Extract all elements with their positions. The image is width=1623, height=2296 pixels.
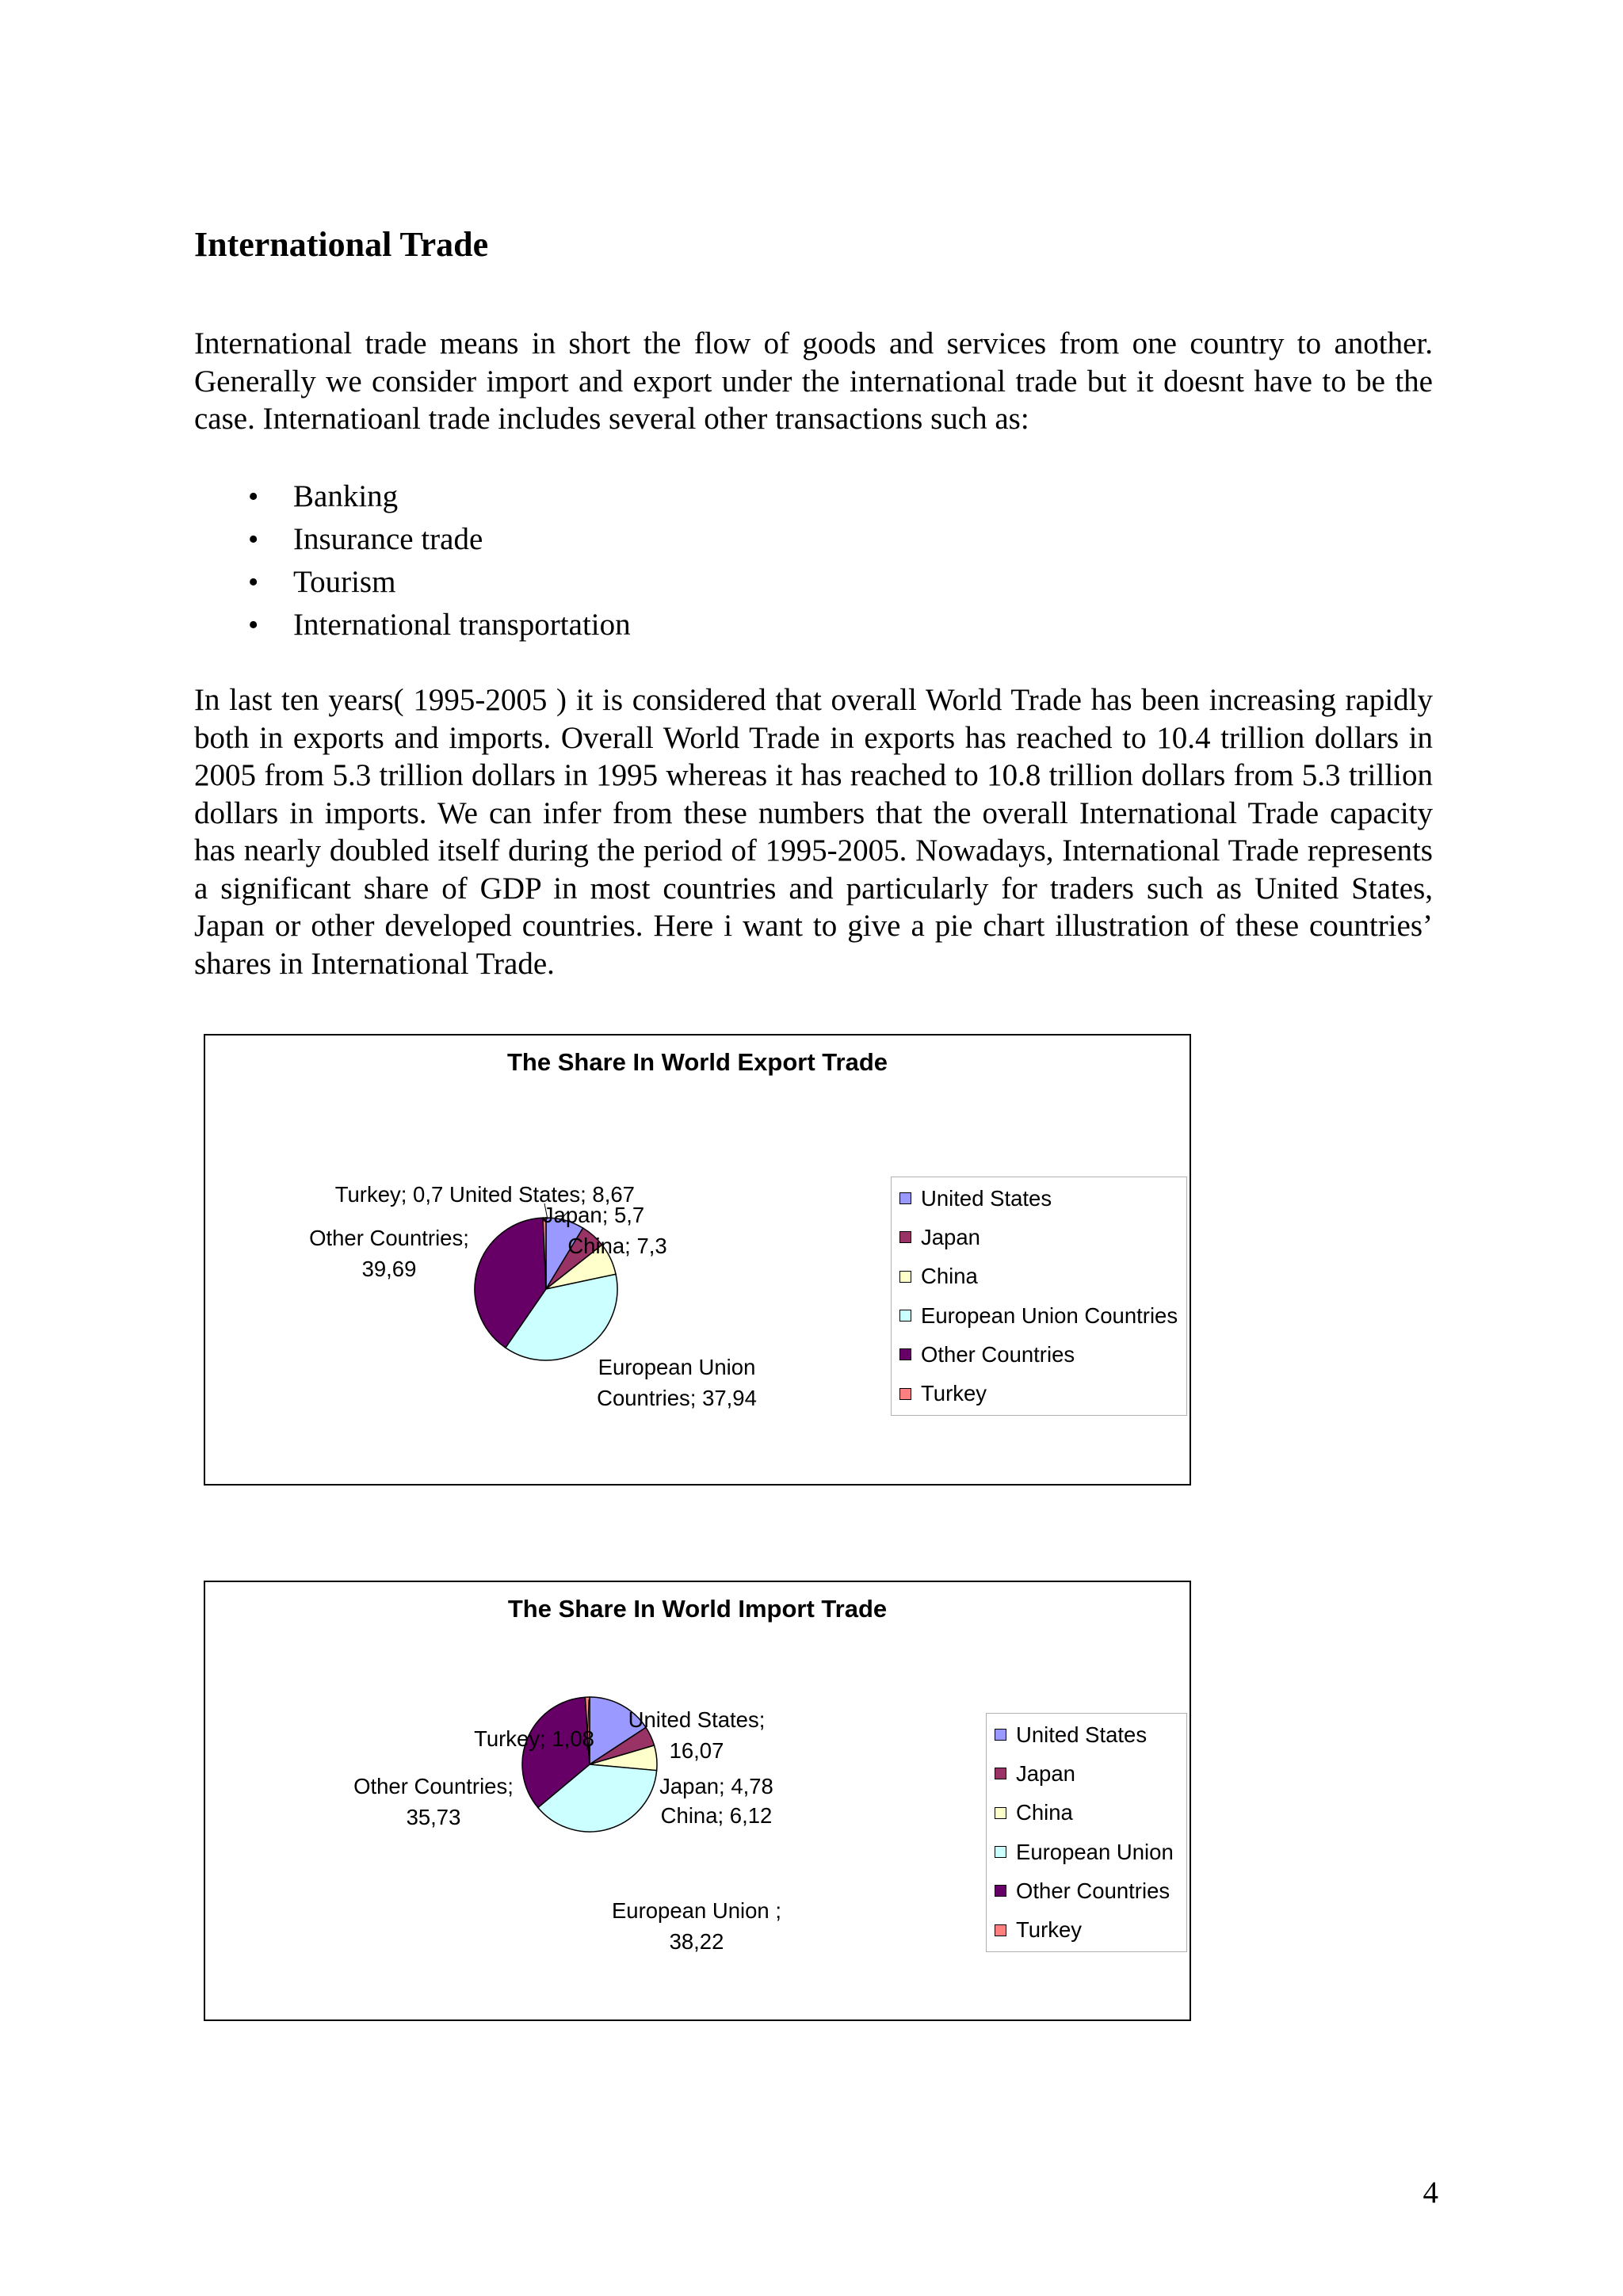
legend-item: [987, 1871, 1186, 1910]
legend-swatch: [995, 1924, 1006, 1936]
data-label: Japan; 4,78: [659, 1774, 773, 1798]
legend-item: [987, 1910, 1186, 1949]
legend-swatch: [899, 1388, 911, 1400]
data-label: China; 6,12: [660, 1803, 773, 1828]
legend-label: United States: [921, 1185, 1052, 1211]
chart-title: The Share In World Import Trade: [507, 1595, 888, 1623]
chart-title: The Share In World Export Trade: [506, 1048, 888, 1076]
legend-swatch: [899, 1192, 911, 1204]
bullet-icon: •: [248, 480, 259, 513]
import-pie-chart: [204, 1581, 1191, 2021]
list-item-label: International transportation: [293, 608, 631, 642]
bullet-icon: •: [248, 608, 259, 642]
legend-item: [892, 1179, 1186, 1218]
legend-label: United States: [1016, 1722, 1148, 1747]
legend-swatch: [995, 1807, 1006, 1819]
legend-label: Japan: [1016, 1760, 1075, 1786]
legend-swatch: [995, 1885, 1006, 1897]
data-label: Other Countries; 35,73: [353, 1774, 514, 1829]
legend-label: Japan: [921, 1224, 980, 1249]
legend-swatch: [995, 1846, 1006, 1858]
legend-label: Turkey: [1016, 1917, 1083, 1943]
transaction-list: [194, 475, 631, 646]
list-item: [194, 518, 631, 561]
data-label: Turkey; 0,7: [334, 1182, 444, 1207]
legend-item: [892, 1257, 1186, 1296]
legend-label: European Union: [1016, 1839, 1174, 1864]
list-item: [194, 561, 631, 604]
legend-item: [987, 1754, 1186, 1793]
legend-item: [892, 1218, 1186, 1257]
list-item: [194, 475, 631, 518]
data-label: Japan; 5,7: [542, 1203, 645, 1227]
list-item: [194, 604, 631, 646]
legend-swatch: [899, 1348, 911, 1360]
legend-label: Other Countries: [1016, 1878, 1170, 1903]
legend-item: [987, 1794, 1186, 1833]
legend-label: European Union Countries: [921, 1302, 1178, 1328]
data-label: China; 7,3: [567, 1234, 667, 1258]
legend-label: Other Countries: [921, 1341, 1075, 1367]
page-title: International Trade: [194, 225, 489, 264]
chart-legend: [986, 1713, 1187, 1952]
legend-label: Turkey: [921, 1381, 987, 1406]
data-label: European Union ; 38,22: [611, 1898, 782, 1954]
legend-item: [892, 1374, 1186, 1413]
bullet-icon: •: [248, 523, 259, 556]
data-label: Other Countries; 39,69: [309, 1226, 469, 1281]
legend-swatch: [899, 1271, 911, 1283]
data-label: European Union Countries; 37,94: [597, 1355, 757, 1410]
intro-paragraph: International trade means in short the flow of goods and services from one country to another. Generally we consider import and export under the international trade but it doesnt have to be the case. Internatioanl trade includes several other transactions such as:: [194, 326, 1433, 436]
legend-swatch: [899, 1231, 911, 1243]
legend-item: [987, 1715, 1186, 1754]
page-number: 4: [1423, 2176, 1438, 2210]
bullet-icon: •: [248, 566, 259, 599]
data-label: United States; 16,07: [628, 1707, 766, 1763]
data-label: Turkey; 1,08: [474, 1726, 594, 1751]
legend-swatch: [995, 1729, 1006, 1741]
chart-legend: [891, 1177, 1187, 1416]
legend-item: [892, 1335, 1186, 1374]
legend-item: [987, 1833, 1186, 1871]
legend-label: China: [1016, 1800, 1073, 1825]
legend-item: [892, 1296, 1186, 1335]
legend-label: China: [921, 1264, 978, 1289]
data-label: United States; 8,67: [449, 1182, 635, 1207]
list-item-label: Insurance trade: [293, 522, 483, 556]
export-pie-chart: [204, 1034, 1191, 1486]
list-item-label: Banking: [293, 479, 399, 513]
legend-swatch: [995, 1768, 1006, 1779]
list-item-label: Tourism: [293, 565, 396, 599]
body-paragraph: In last ten years( 1995-2005 ) it is considered that overall World Trade has been increasing rapidly both in exports and imports. Overall World Trade in exports has reached to 10.4 trillion dollars in 2005 from 5.3 trillion dollars in 1995 whereas it has reached to 10.8 trillion dollars from 5.3 trillion dollars in imports. We can infer from these numbers that the overall International Trade capacity has nearly doubled itself during the period of 1995-2005. Nowadays, International Trade represents a significant share of GDP in most countries and particularly for traders such as United States, Japan or other developed countries. Here i want to give a pie chart illustration of these countries’ shares in International Trade.: [194, 683, 1433, 981]
legend-swatch: [899, 1310, 911, 1322]
